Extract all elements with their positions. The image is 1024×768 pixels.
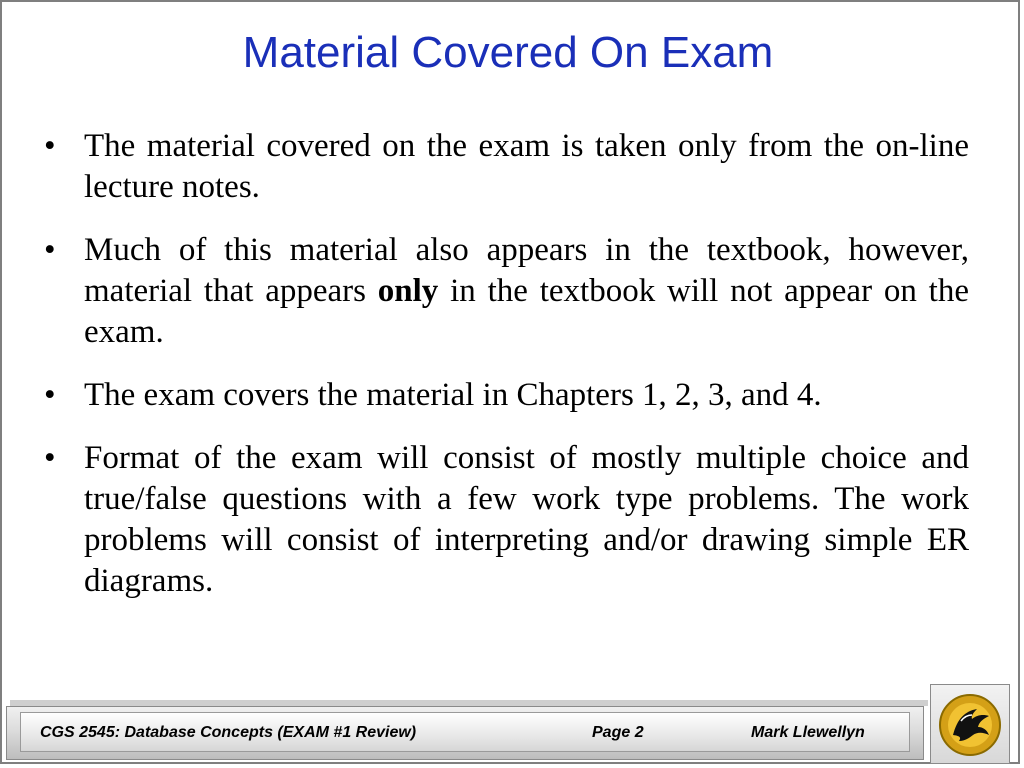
bullet-text: Format of the exam will consist of mostly multiple choice and true/false questions with a few work type problems. The work problems will consist of interpreting and/or drawing simple ER diagrams. (84, 440, 969, 599)
bullet-item (44, 230, 969, 353)
bullet-text-part: Much of this material also appears in the textbook, however, material that appears (84, 232, 969, 309)
bullet-item (44, 126, 969, 208)
bullet-marker: • (44, 128, 56, 164)
slide-title: Material Covered On Exam (242, 28, 774, 77)
bullet-text: The material covered on the exam is taken only from the on-line lecture notes. (84, 128, 969, 205)
bullet-list (44, 126, 969, 624)
pegasus-logo-icon (931, 685, 1009, 763)
bullet-marker: • (44, 377, 56, 413)
bullet-text-bold: only (377, 273, 439, 309)
footer-page-number: Page 2 (592, 724, 644, 741)
footer-author: Mark Llewellyn (751, 724, 865, 741)
bullet-marker: • (44, 232, 56, 268)
footer-course: CGS 2545: Database Concepts (EXAM #1 Review) (40, 724, 417, 741)
bullet-item (44, 375, 969, 416)
bullet-item (44, 438, 969, 602)
bullet-text-part: in the textbook will not appear on the exam. (84, 273, 969, 350)
bullet-text: The exam covers the material in Chapters 1, 2, 3, and 4. (84, 377, 822, 413)
bullet-marker: • (44, 440, 56, 476)
logo-box (930, 684, 1010, 764)
